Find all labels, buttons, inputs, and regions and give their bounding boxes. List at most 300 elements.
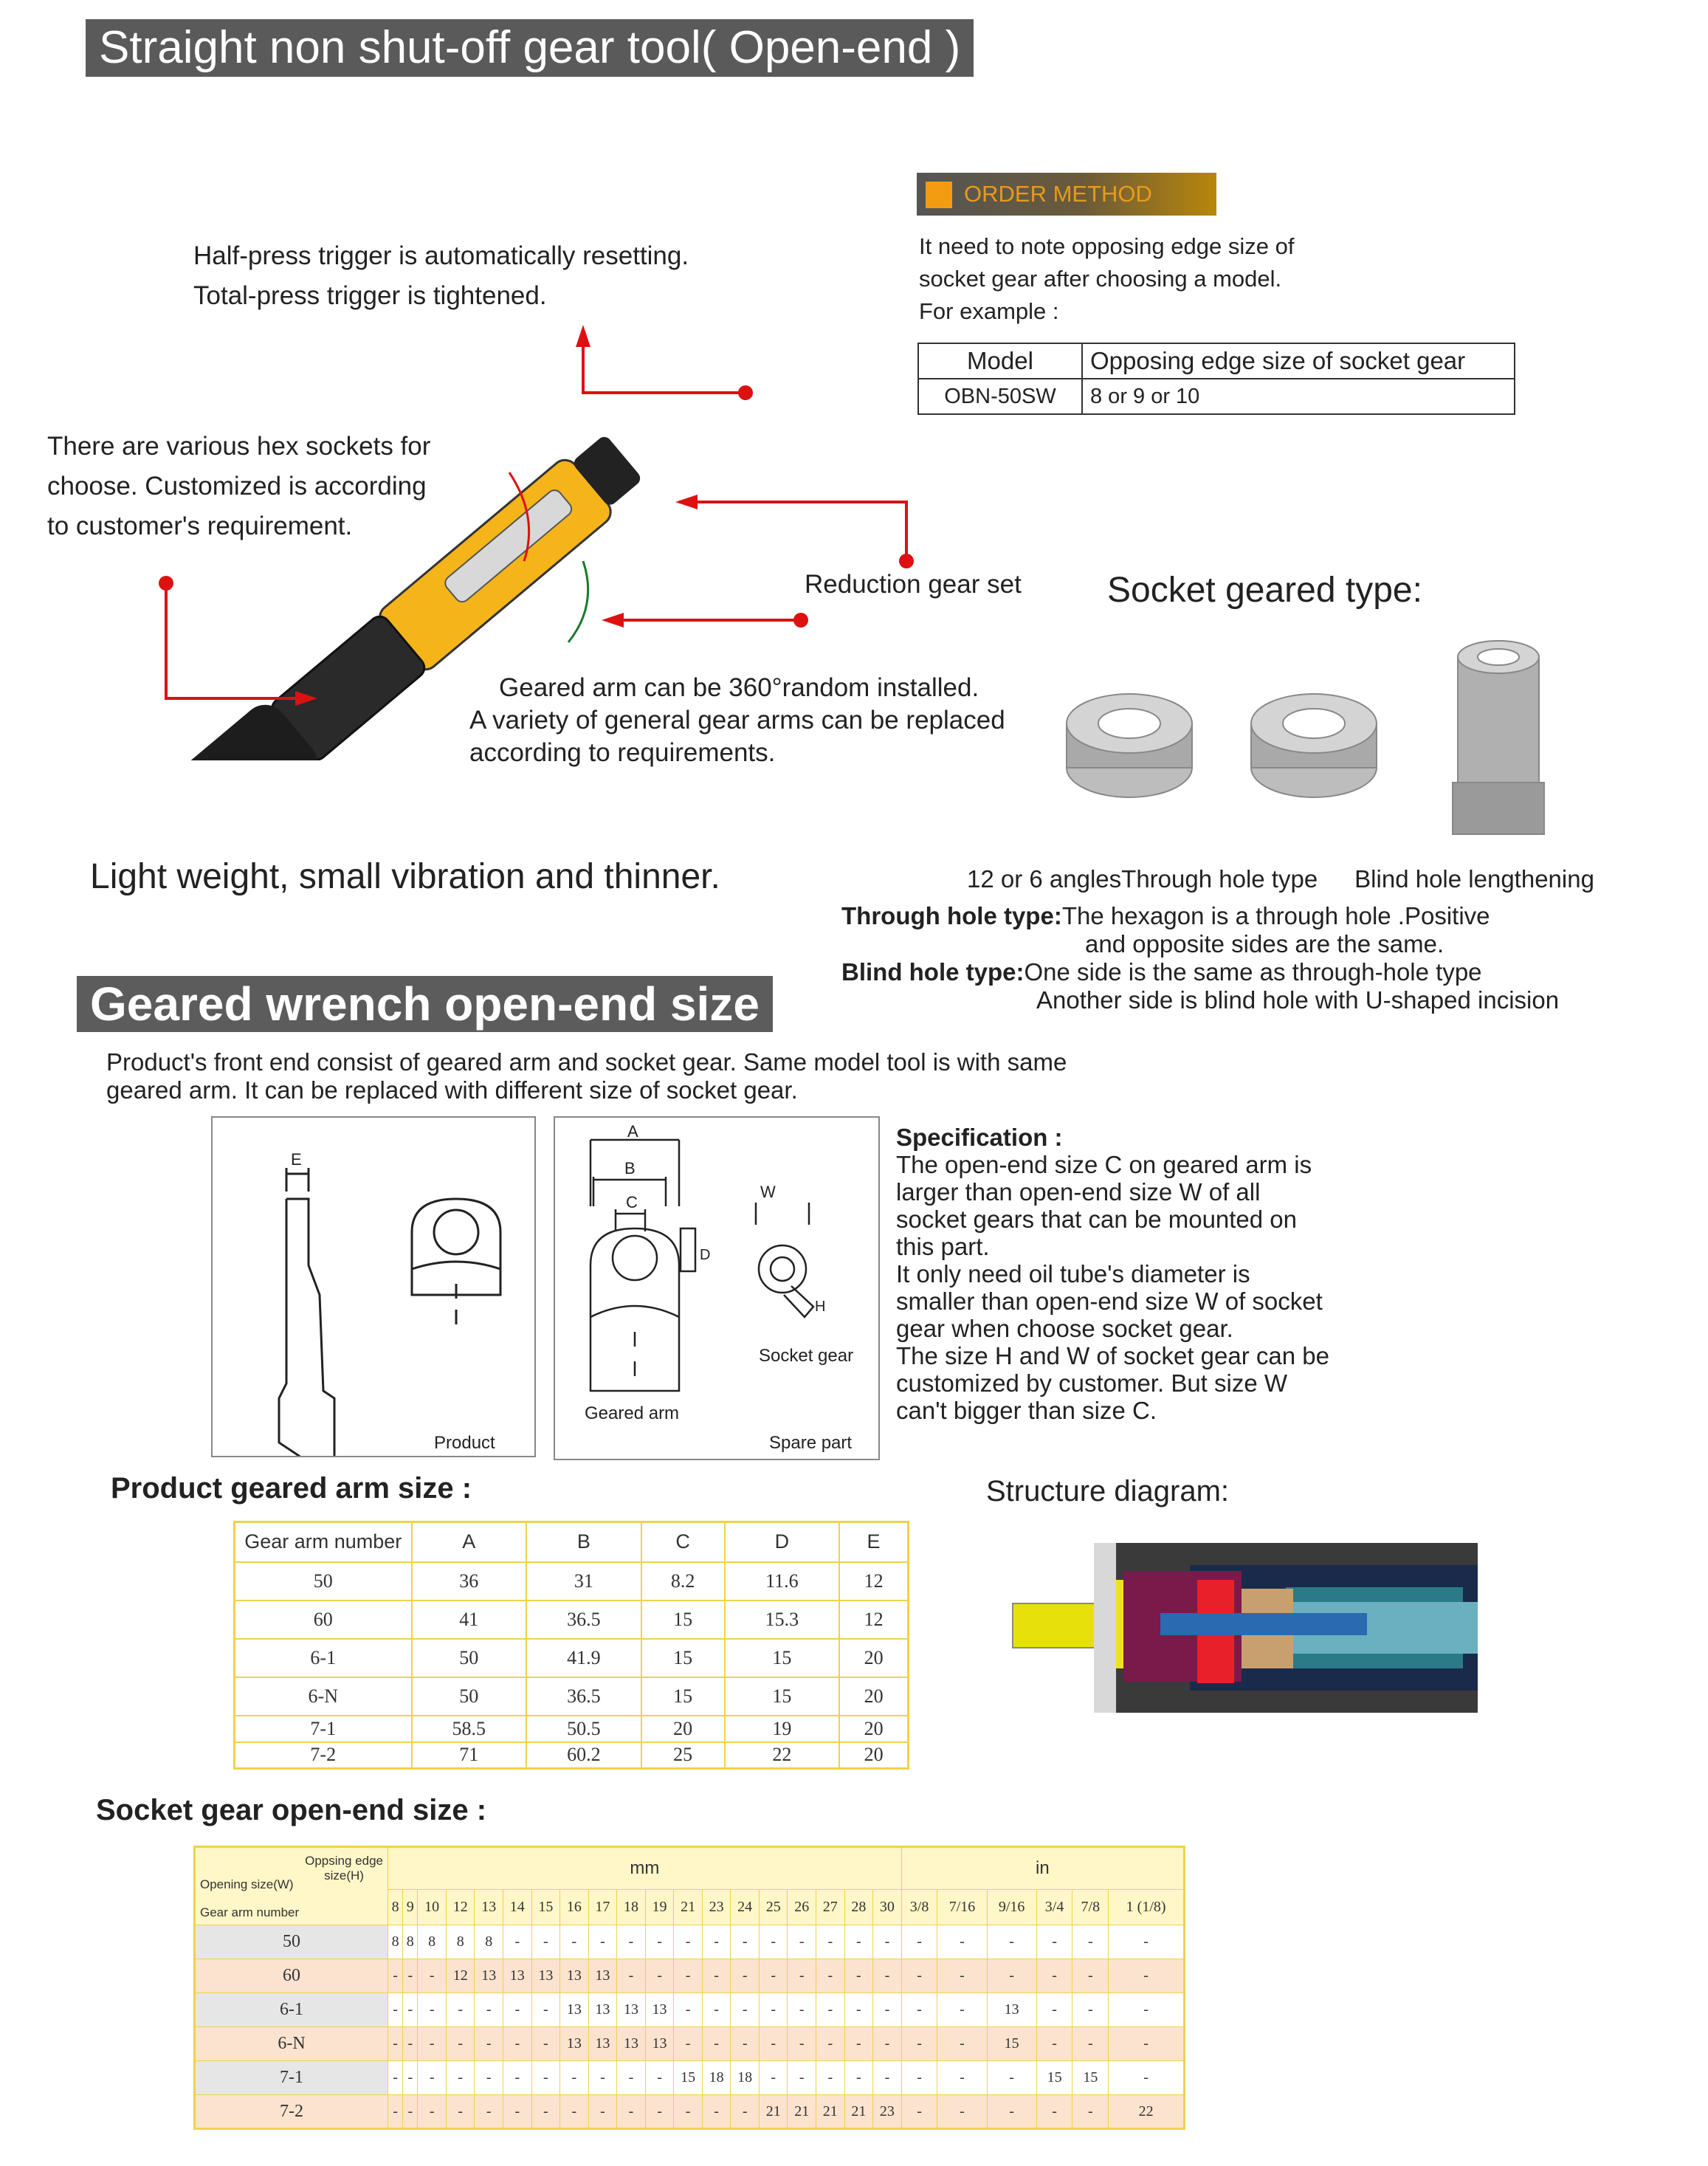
size-header: 24 — [731, 1890, 760, 1925]
cell: 13 — [645, 1993, 674, 2027]
cell: - — [937, 2027, 987, 2061]
orange-square-icon — [926, 182, 952, 208]
col-header: C — [641, 1522, 725, 1562]
cell: - — [560, 1925, 589, 1959]
cell: - — [418, 1959, 447, 1993]
cell: 31 — [526, 1562, 641, 1601]
cell: 15.3 — [725, 1601, 840, 1639]
cell: - — [702, 1959, 731, 1993]
cell: - — [731, 2095, 760, 2129]
cell: 15 — [674, 2061, 703, 2095]
size-header: 19 — [645, 1890, 674, 1925]
cell: 12 — [839, 1562, 908, 1601]
tool-illustration — [0, 281, 923, 760]
socket-12-angle — [1067, 694, 1192, 797]
cell: - — [873, 1925, 902, 1959]
cell: - — [674, 2095, 703, 2129]
order-method-intro — [919, 230, 1294, 328]
socket-through-hole — [1251, 694, 1377, 797]
trigger-arrow-line — [583, 332, 745, 393]
table-row — [195, 1993, 1185, 2027]
cell: - — [388, 2061, 403, 2095]
cell: 36.5 — [526, 1601, 641, 1639]
callout-line: choose. Customized is according — [47, 472, 427, 501]
arm-number: 7-1 — [195, 2061, 388, 2095]
cell: - — [403, 1959, 418, 1993]
cell: - — [816, 1993, 845, 2027]
structure-title: Structure diagram: — [986, 1475, 1230, 1507]
size-header: 18 — [617, 1890, 646, 1925]
cell: - — [1072, 1925, 1109, 1959]
cell: 18 — [731, 2061, 760, 2095]
size-header: 16 — [560, 1890, 589, 1925]
cell: - — [844, 2027, 873, 2061]
arm-table-title: Product geared arm size : — [111, 1472, 472, 1505]
size-header: 8 — [388, 1890, 403, 1925]
cell: 20 — [839, 1639, 908, 1677]
cell: - — [816, 1959, 845, 1993]
spec-line: The open-end size C on geared arm is — [896, 1151, 1312, 1178]
in-header: in — [901, 1847, 1184, 1890]
light-weight-text: Light weight, small vibration and thinner. — [90, 857, 720, 896]
cell: 60 — [235, 1601, 412, 1639]
cell: - — [475, 2027, 503, 2061]
cell: - — [645, 2095, 674, 2129]
cell: 50 — [412, 1639, 527, 1677]
order-method-badge — [917, 173, 1216, 216]
cell: - — [531, 2095, 560, 2129]
cell: - — [503, 2027, 532, 2061]
cell: - — [418, 1993, 447, 2027]
cell: - — [674, 1959, 703, 1993]
cell: - — [531, 1993, 560, 2027]
cell: 15 — [987, 2027, 1036, 2061]
cell: - — [1109, 2061, 1185, 2095]
cell: 8 — [403, 1925, 418, 1959]
cell: 7-1 — [235, 1716, 412, 1742]
cell: - — [388, 1993, 403, 2027]
cell: 7-2 — [235, 1742, 412, 1769]
spec-title: Specification : — [896, 1124, 1063, 1151]
cell: - — [588, 1925, 617, 1959]
order-method-label: ORDER METHOD — [964, 181, 1152, 207]
cell: - — [1109, 1959, 1185, 1993]
product-label: Product — [434, 1433, 495, 1453]
page-title: Straight non shut-off gear tool( Open-end ) — [86, 19, 974, 77]
size-header: 14 — [503, 1890, 532, 1925]
col-header: D — [725, 1522, 840, 1562]
cell: - — [403, 2027, 418, 2061]
label-W: W — [760, 1183, 776, 1201]
size-header: 15 — [531, 1890, 560, 1925]
cell: - — [388, 2095, 403, 2129]
cell: - — [844, 2061, 873, 2095]
cell: - — [1109, 1925, 1185, 1959]
spec-line: smaller than open-end size W of socket — [896, 1287, 1323, 1315]
geared-arm-label: Geared arm — [585, 1403, 680, 1423]
cell: - — [503, 2095, 532, 2129]
cell: - — [937, 2095, 987, 2129]
cell: - — [475, 2095, 503, 2129]
cell: - — [617, 1925, 646, 1959]
cell: - — [816, 1925, 845, 1959]
col-header: B — [526, 1522, 641, 1562]
specification-block — [896, 1124, 1329, 1424]
blind-hole-label: Blind hole type: — [841, 958, 1025, 986]
cell: 21 — [788, 2095, 816, 2129]
size-header: 3/4 — [1036, 1890, 1072, 1925]
cell: - — [1036, 1993, 1072, 2027]
cell: - — [645, 2061, 674, 2095]
corner-mid: Opening size(W) — [200, 1877, 294, 1891]
cell: - — [418, 2095, 447, 2129]
cell: - — [1036, 1959, 1072, 1993]
spec-line: can't bigger than size C. — [896, 1397, 1157, 1424]
cell: - — [531, 2061, 560, 2095]
cell: 13 — [588, 1993, 617, 2027]
size-header: 9/16 — [987, 1890, 1036, 1925]
cell: 21 — [844, 2095, 873, 2129]
model-value: OBN-50SW — [918, 379, 1082, 414]
socket-blind-hole — [1453, 641, 1544, 834]
cell: 13 — [588, 1959, 617, 1993]
socket-type-descriptions — [841, 902, 1559, 1014]
cell: - — [937, 1959, 987, 1993]
cell: 13 — [560, 1993, 589, 2027]
cell: 21 — [759, 2095, 788, 2129]
callout-line: Geared arm can be 360°random installed. — [499, 673, 979, 702]
cell: 15 — [725, 1639, 840, 1677]
cell: 13 — [560, 1959, 589, 1993]
cell: - — [588, 2095, 617, 2129]
structure-diagram — [1005, 1536, 1485, 1720]
corner-bottom: Gear arm number — [200, 1905, 300, 1919]
cell: - — [987, 2095, 1036, 2129]
socket-size-table — [193, 1846, 1185, 2130]
cell: 20 — [839, 1716, 908, 1742]
cell: 13 — [645, 2027, 674, 2061]
corner-text: size(H) — [324, 1868, 364, 1883]
socket-label-through-hole: Through hole type — [1121, 865, 1318, 893]
table-row — [235, 1716, 909, 1742]
cell: - — [731, 1993, 760, 2027]
cell: - — [873, 1993, 902, 2027]
cell: 15 — [725, 1677, 840, 1716]
table-row — [235, 1601, 909, 1639]
size-header: 9 — [403, 1890, 418, 1925]
cell: - — [901, 2095, 937, 2129]
table-row — [195, 2061, 1185, 2095]
cell: - — [503, 1993, 532, 2027]
arm-number: 60 — [195, 1959, 388, 1993]
cell: 13 — [503, 1959, 532, 1993]
cell: 15 — [1036, 2061, 1072, 2095]
col-header: A — [412, 1522, 527, 1562]
size-header: 26 — [788, 1890, 816, 1925]
cell: - — [759, 1925, 788, 1959]
cell: - — [1072, 1993, 1109, 2027]
cell: - — [403, 2095, 418, 2129]
corner-top — [305, 1854, 383, 1883]
arm-number: 6-1 — [195, 1993, 388, 2027]
callout-line: A variety of general gear arms can be replaced — [469, 706, 1005, 735]
size-header: 12 — [446, 1890, 475, 1925]
cell: - — [702, 1993, 731, 2027]
opposing-edge-header: Opposing edge size of socket gear — [1082, 343, 1515, 379]
reduction-callout: Reduction gear set — [805, 570, 1022, 599]
arm-number: 6-N — [195, 2027, 388, 2061]
table-row — [235, 1562, 909, 1601]
cell: - — [901, 2027, 937, 2061]
cell: - — [418, 2061, 447, 2095]
socket-table-title: Socket gear open-end size : — [96, 1794, 487, 1826]
cell: - — [418, 2027, 447, 2061]
cell: - — [1109, 1993, 1185, 2027]
cell: 15 — [641, 1639, 725, 1677]
intro-line: socket gear after choosing a model. — [919, 266, 1282, 292]
cell: - — [560, 2061, 589, 2095]
model-header: Model — [918, 343, 1082, 379]
cell: - — [617, 1959, 646, 1993]
cell: 8 — [418, 1925, 447, 1959]
size-header: 7/16 — [937, 1890, 987, 1925]
cell: - — [788, 2027, 816, 2061]
cell: - — [759, 1993, 788, 2027]
size-header: 30 — [873, 1890, 902, 1925]
cell: - — [1036, 2027, 1072, 2061]
cell: - — [816, 2061, 845, 2095]
cell: - — [1072, 1959, 1109, 1993]
cell: 36.5 — [526, 1677, 641, 1716]
socket-label-blind-hole: Blind hole lengthening — [1354, 865, 1594, 893]
arm-number: 7-2 — [195, 2095, 388, 2129]
cell: - — [503, 2061, 532, 2095]
cell: - — [987, 2061, 1036, 2095]
cell: 50 — [235, 1562, 412, 1601]
cell: - — [531, 1925, 560, 1959]
cell: 8 — [446, 1925, 475, 1959]
cell: - — [901, 1925, 937, 1959]
cell: 18 — [702, 2061, 731, 2095]
cell: 20 — [641, 1716, 725, 1742]
opposing-edge-value: 8 or 9 or 10 — [1082, 379, 1515, 414]
cell: - — [987, 1925, 1036, 1959]
size-header: 27 — [816, 1890, 845, 1925]
cell: - — [702, 2027, 731, 2061]
cell: - — [475, 2061, 503, 2095]
cell: - — [844, 1925, 873, 1959]
cell: - — [788, 1959, 816, 1993]
callout-line: according to requirements. — [469, 738, 776, 767]
table-row — [195, 2027, 1185, 2061]
cell: 41 — [412, 1601, 527, 1639]
arm-number: 50 — [195, 1925, 388, 1959]
cell: - — [873, 1959, 902, 1993]
size-header: 23 — [702, 1890, 731, 1925]
cell: - — [759, 1959, 788, 1993]
blind-hole-text: One side is the same as through-hole type — [1024, 958, 1482, 986]
cell: 20 — [839, 1742, 908, 1769]
arm-size-table — [233, 1521, 909, 1770]
spare-part-drawing — [555, 1118, 878, 1459]
table-row — [195, 1959, 1185, 1993]
spec-line: customized by customer. But size W — [896, 1369, 1288, 1397]
section-intro — [106, 1048, 1067, 1104]
cell: 12 — [446, 1959, 475, 1993]
size-header: 13 — [475, 1890, 503, 1925]
table-row — [235, 1639, 909, 1677]
cell: - — [674, 1925, 703, 1959]
cell: - — [588, 2061, 617, 2095]
product-drawing — [213, 1118, 534, 1456]
cell: - — [844, 1959, 873, 1993]
cell: - — [446, 2095, 475, 2129]
spec-line: gear when choose socket gear. — [896, 1315, 1233, 1342]
section-title: Geared wrench open-end size — [77, 976, 773, 1032]
cell: - — [844, 1993, 873, 2027]
label-E: E — [291, 1150, 302, 1169]
cell: - — [560, 2095, 589, 2129]
cell: 12 — [839, 1601, 908, 1639]
cell: - — [702, 1925, 731, 1959]
cell: - — [937, 2061, 987, 2095]
cell: 23 — [873, 2095, 902, 2129]
cell: 20 — [839, 1677, 908, 1716]
size-header: 17 — [588, 1890, 617, 1925]
cell: 25 — [641, 1742, 725, 1769]
cell: - — [617, 2061, 646, 2095]
cell: 6-N — [235, 1677, 412, 1716]
cell: - — [446, 1993, 475, 2027]
spec-line: larger than open-end size W of all — [896, 1178, 1261, 1206]
order-example-table — [917, 343, 1515, 415]
size-header: 21 — [674, 1890, 703, 1925]
socket-types-heading: Socket geared type: — [1107, 571, 1422, 610]
blind-hole-text: Another side is blind hole with U-shaped incision — [1036, 986, 1560, 1014]
size-header: 28 — [844, 1890, 873, 1925]
spec-line: The size H and W of socket gear can be — [896, 1342, 1329, 1369]
cell: - — [403, 2061, 418, 2095]
cell: 22 — [1109, 2095, 1185, 2129]
cell: - — [873, 2027, 902, 2061]
cell: 58.5 — [412, 1716, 527, 1742]
through-hole-text: and opposite sides are the same. — [1085, 930, 1444, 957]
cell: - — [901, 1959, 937, 1993]
cell: 6-1 — [235, 1639, 412, 1677]
spare-part-label: Spare part — [769, 1433, 853, 1453]
cell: 60.2 — [526, 1742, 641, 1769]
cell: - — [617, 2095, 646, 2129]
label-A: A — [627, 1122, 638, 1141]
cell: 41.9 — [526, 1639, 641, 1677]
cell: 8.2 — [641, 1562, 725, 1601]
table-row — [195, 1925, 1185, 1959]
col-header: E — [839, 1522, 908, 1562]
intro-line: It need to note opposing edge size of — [919, 233, 1295, 259]
cell: - — [388, 2027, 403, 2061]
cell: 13 — [987, 1993, 1036, 2027]
cell: 8 — [388, 1925, 403, 1959]
cell: - — [1036, 1925, 1072, 1959]
cell: - — [788, 1993, 816, 2027]
cell: - — [987, 1959, 1036, 1993]
cell: - — [674, 1993, 703, 2027]
corner-text: Oppsing edge — [305, 1854, 383, 1868]
cell: 19 — [725, 1716, 840, 1742]
size-header: 3/8 — [901, 1890, 937, 1925]
socket-types-labels — [967, 865, 1594, 893]
size-header: 25 — [759, 1890, 788, 1925]
socket-gear-label: Socket gear — [759, 1346, 854, 1366]
cell: 13 — [560, 2027, 589, 2061]
cell: 22 — [725, 1742, 840, 1769]
cell: - — [759, 2027, 788, 2061]
socket-label-12-angles: 12 or 6 angles — [967, 865, 1122, 893]
intro-line: geared arm. It can be replaced with different size of socket gear. — [106, 1076, 798, 1104]
cell: - — [937, 1925, 987, 1959]
spec-line: socket gears that can be mounted on — [896, 1206, 1298, 1233]
cell: - — [901, 1993, 937, 2027]
cell: 13 — [475, 1959, 503, 1993]
cell: 13 — [617, 2027, 646, 2061]
cell: 50.5 — [526, 1716, 641, 1742]
label-D: D — [700, 1247, 711, 1263]
cell: - — [1072, 2027, 1109, 2061]
socket-gears-illustration — [1056, 635, 1661, 856]
callout-line: to customer's requirement. — [47, 512, 353, 540]
cell: - — [446, 2027, 475, 2061]
cell: 21 — [816, 2095, 845, 2129]
cell: - — [901, 2061, 937, 2095]
cell: 15 — [641, 1601, 725, 1639]
product-diagram-panel — [211, 1116, 536, 1457]
size-header: 1 (1/8) — [1109, 1890, 1185, 1925]
cell: - — [403, 1993, 418, 2027]
callout-line: Half-press trigger is automatically resetting. — [193, 241, 689, 270]
cell: - — [645, 1925, 674, 1959]
cell: - — [816, 2027, 845, 2061]
size-header: 7/8 — [1072, 1890, 1109, 1925]
size-header: 10 — [418, 1890, 447, 1925]
cell: 8 — [475, 1925, 503, 1959]
intro-line: Product's front end consist of geared arm and socket gear. Same model tool is with same — [106, 1048, 1067, 1076]
cell: - — [531, 2027, 560, 2061]
cell: - — [1109, 2027, 1185, 2061]
cell: 15 — [641, 1677, 725, 1716]
cell: - — [446, 2061, 475, 2095]
cell: - — [731, 1925, 760, 1959]
cell: - — [674, 2027, 703, 2061]
spec-line: this part. — [896, 1233, 990, 1260]
cell: 13 — [531, 1959, 560, 1993]
cell: 11.6 — [725, 1562, 840, 1601]
cell: 13 — [617, 1993, 646, 2027]
cell: - — [937, 1993, 987, 2027]
cell: - — [475, 1993, 503, 2027]
cell: - — [788, 2061, 816, 2095]
table-row — [235, 1742, 909, 1769]
cell: - — [1036, 2095, 1072, 2129]
cell: - — [873, 2061, 902, 2095]
corner-header — [195, 1847, 388, 1925]
through-hole-label: Through hole type: — [841, 902, 1062, 929]
label-B: B — [624, 1159, 636, 1177]
label-H: H — [815, 1299, 826, 1315]
cell: - — [788, 1925, 816, 1959]
cell: - — [702, 2095, 731, 2129]
cell: - — [503, 1925, 532, 1959]
table-row — [195, 2095, 1185, 2129]
